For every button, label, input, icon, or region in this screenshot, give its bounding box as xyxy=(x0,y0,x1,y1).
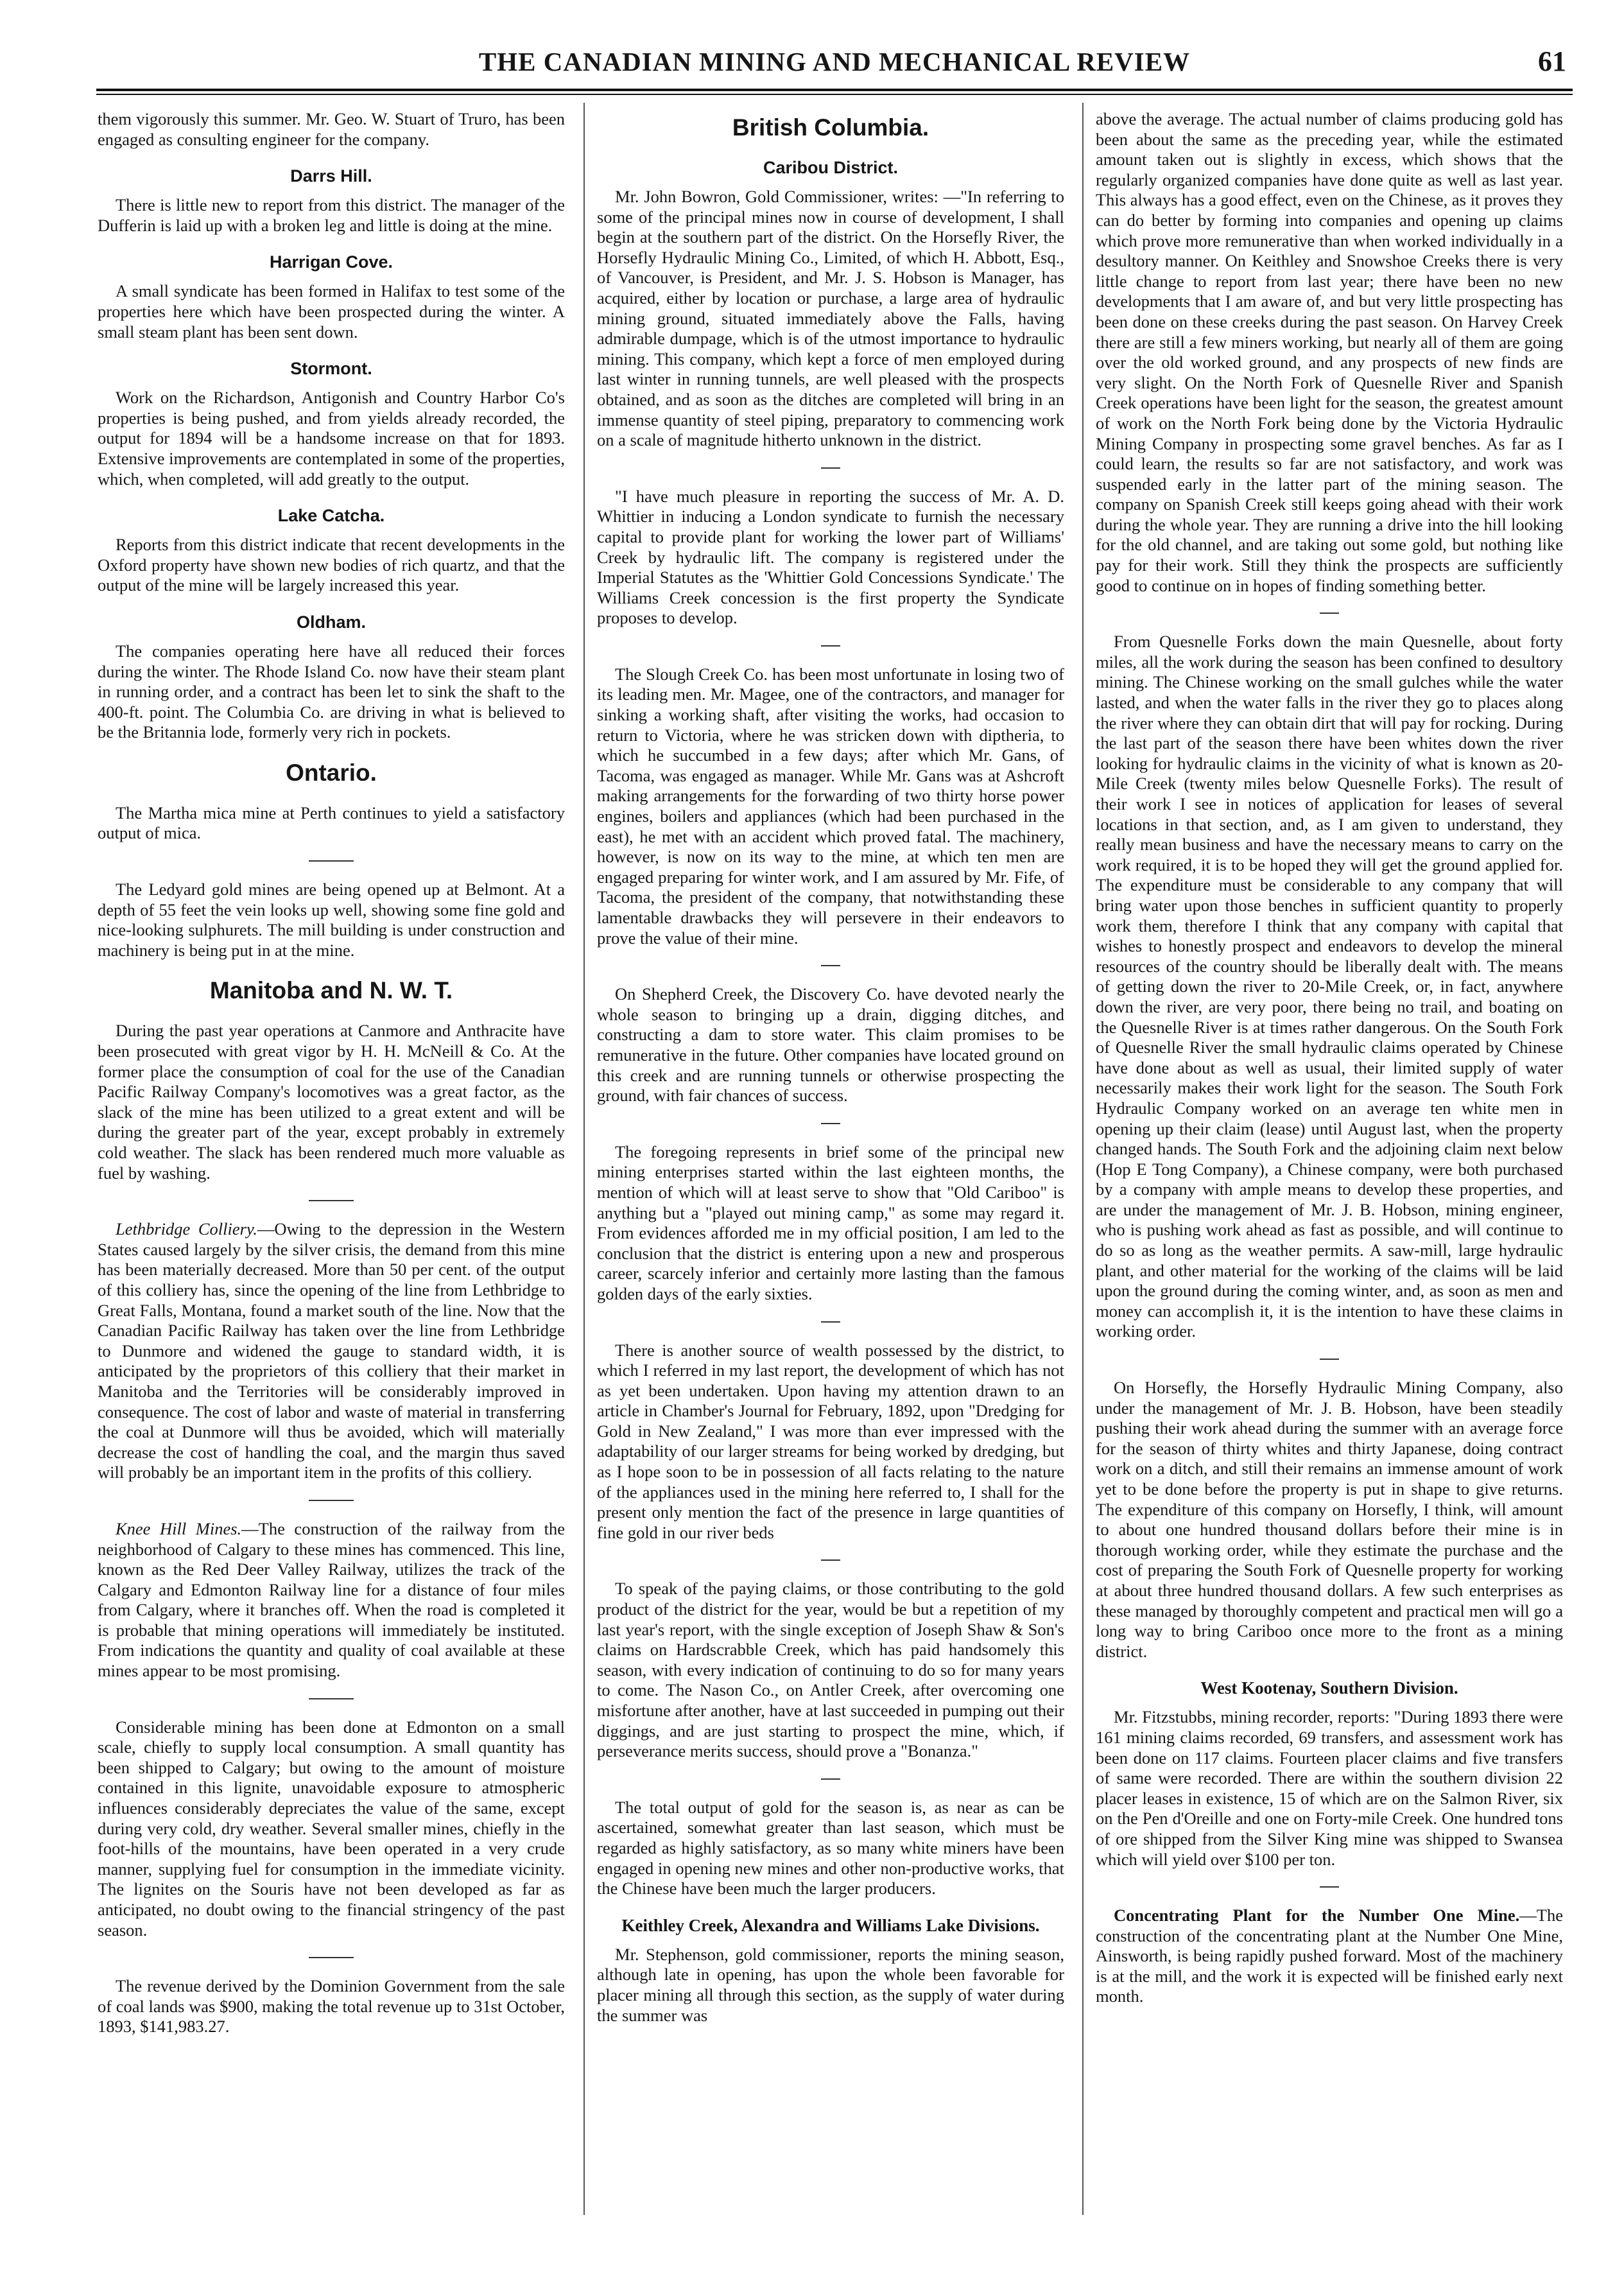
article-paragraph: Mr. Stephenson, gold commissioner, reports the mining season, although late in opening, has upon the whole been favorable for placer mining all through this section, as the supply of water during the summer was xyxy=(597,1944,1064,2025)
article-paragraph: A small syndicate has been formed in Halifax to test some of the properties here which have been prospected during the winter. A small steam plant has been sent down. xyxy=(98,281,565,342)
article-paragraph: Reports from this district indicate that recent developments in the Oxford property have shown new bodies of rich quartz, and that the output of the mine will be largely increased this year. xyxy=(98,535,565,595)
journal-title: THE CANADIAN MINING AND MECHANICAL REVIEW xyxy=(478,47,1191,76)
article-paragraph: Work on the Richardson, Antigonish and Country Harbor Co's properties is being pushed, and from yields already recorded, the output for 1894 will be a handsome increase on that for 1893. Extensive improvements are contemplated in some of the properties, which, when completed, will add greatly to the output. xyxy=(98,388,565,489)
separator-rule xyxy=(821,645,840,647)
separator-rule xyxy=(309,1957,354,1958)
article-paragraph: The foregoing represents in brief some of the principal new mining enterprises started within the last eighteen months, the mention of which will at least serve to show that "Old Cariboo" is anything but a "played out mining camp," as some may regard it. From evidences afforded me in my official position, I am led to the conclusion that the district is entering upon a new and prosperous career, scarcely inferior and certainly more lasting than the famous golden days of the early sixties. xyxy=(597,1142,1064,1303)
section-subheading: Keithley Creek, Alexandra and Williams Lake Divisions. xyxy=(621,1915,1040,1935)
page-header xyxy=(96,42,1573,87)
column-divider xyxy=(583,103,585,2215)
separator-rule xyxy=(821,1321,840,1323)
separator-rule xyxy=(821,1778,840,1780)
separator-rule xyxy=(821,965,840,966)
article-paragraph: The companies operating here have all reduced their forces during the winter. The Rhode Island Co. now have their steam plant in running order, and a contract has been let to sink the shaft to the 400-ft. point. The Columbia Co. are driving in what is believed to be the Britannia lode, formerly very rich in pockets. xyxy=(98,641,565,742)
separator-rule xyxy=(309,860,354,862)
section-subheading: Oldham. xyxy=(296,612,366,632)
paragraph-lead: Concentrating Plant for the Number One Mine. xyxy=(1114,1906,1520,1925)
paragraph-body: —The construction of the railway from the neighborhood of Calgary to these mines has commenced. This line, known as the Red Deer Valley Railway, utilizes the track of the Calgary and Edmonton Railway line for a distance of four miles from Calgary, where it branches off. When the road is completed it is probable that mining operations will immediately be instituted. From indications the quantity and quality of coal available at these mines appear to be most promising. xyxy=(98,1518,565,1681)
section-subheading: West Kootenay, Southern Division. xyxy=(1200,1678,1458,1698)
separator-rule xyxy=(1320,1359,1339,1360)
article-paragraph: There is little new to report from this district. The manager of the Dufferin is laid up with a broken leg and little is doing at the mine. xyxy=(98,195,565,235)
paragraph-lead: Lethbridge Colliery. xyxy=(116,1219,257,1239)
article-paragraph: The Slough Creek Co. has been most unfortunate in losing two of its leading men. Mr. Magee, one of the contractors, and manager for sinking a working shaft, after visiting the works, had occasion to return to Victoria, where he was stricken down with diptheria, to which he succumbed in a few days; after which Mr. Gans, of Tacoma, was engaged as manager. While Mr. Gans was at Ashcroft making arrangements for the forwarding of two thirty horse power engines, boilers and appliances (which had been purchased in the east), he met with an accident which proved fatal. The machinery, however, is now on its way to the mine, at which ten men are engaged preparing for winter work, and I am assured by Mr. Fife, of Tacoma, the president of the company, that notwithstanding these lamentable drawbacks they will persevere in their endeavors to prove the value of their mine. xyxy=(597,664,1064,948)
separator-rule xyxy=(1320,612,1339,614)
section-subheading: Stormont. xyxy=(290,359,372,379)
separator-rule xyxy=(821,1559,840,1561)
section-subheading: Darrs Hill. xyxy=(290,166,372,186)
section-subheading: Caribou District. xyxy=(763,158,899,177)
article-paragraph: The Martha mica mine at Perth continues to yield a satisfactory output of mica. xyxy=(98,803,565,843)
separator-rule xyxy=(309,1200,354,1201)
column-3 xyxy=(1096,109,1563,2202)
separator-rule xyxy=(309,1500,354,1501)
paragraph-body: —The construction of the concentrating plant at the Number One Mine, Ainsworth, is being rapidly pushed forward. Most of the machinery is at the mill, and the work it is expected will be finished early next month. xyxy=(1096,1906,1563,2006)
article-paragraph: The revenue derived by the Dominion Government from the sale of coal lands was $900, making the total revenue up to 31st October, 1893, $141,983.27. xyxy=(98,1976,565,2037)
paragraph-body: —Owing to the depression in the Western States caused largely by the silver crisis, the demand from this mine has been materially decreased. More than 50 per cent. of the output of this colliery has, since the opening of the line from Lethbridge to Great Falls, Montana, found a market south of the line. Now that the Canadian Pacific Railway has taken over the line from Lethbridge to Dunmore and widened the gauge to standard width, it is anticipated by the proprietors of this colliery that their market in Manitoba and the Territories will be considerably improved in consequence. The cost of labor and waste of material in transferring the coal at Dunmore will thus be avoided, which will materially decrease the cost of handling the coal, and the margin thus saved will probably be an important item in the profits of this colliery. xyxy=(98,1219,565,1482)
article-paragraph xyxy=(98,1219,565,1483)
page-number: 61 xyxy=(1538,46,1566,77)
article-paragraph: To speak of the paying claims, or those contributing to the gold product of the district for the year, would be but a repetition of my last year's report, with the single exception of Joseph Shaw & Son's claims on Hardscrabble Creek, which has paid handsomely this season, with every indication of continuing to do so for many years to come. The Nason Co., on Antler Creek, after overcoming one misfortune after another, have at last succeeded in pumping out their diggings, and are just starting to prospect the mine, which, if perseverance merits success, should prove a "Bonanza." xyxy=(597,1579,1064,1761)
separator-rule xyxy=(821,467,840,469)
article-paragraph: them vigorously this summer. Mr. Geo. W. Stuart of Truro, has been engaged as consulting engineer for the company. xyxy=(98,109,565,149)
article-paragraph: Mr. John Bowron, Gold Commissioner, writes: —"In referring to some of the principal mines now in course of development, I shall begin at the southern part of the district. On the Horsefly River, the Horsefly Hydraulic Mining Co., Limited, of which H. Abbott, Esq., of Vancouver, is President, and Mr. J. S. Hobson is Manager, has acquired, either by location or purchase, a large area of hydraulic mining ground, situated immediately above the Falls, having admirable dumpage, which is of the utmost importance to hydraulic mining. This company, which kept a force of men employed during last winter in running tunnels, are well pleased with the prospects obtained, and as soon as the ditches are completed will bring in an immense quantity of steel piping, preparatory to commencing work on a scale of magnitude hitherto unknown in the district. xyxy=(597,187,1064,450)
separator-rule xyxy=(1320,1886,1339,1888)
article-paragraph: The Ledyard gold mines are being opened up at Belmont. At a depth of 55 feet the vein looks up well, showing some fine gold and nice-looking sulphurets. The mill building is under construction and machinery is being put in at the mine. xyxy=(98,880,565,960)
column-2 xyxy=(597,109,1064,2202)
article-paragraph: The total output of gold for the season is, as near as can be ascertained, somewhat greater than last season, which must be regarded as highly satisfactory, as so many white miners have been engaged in opening new mines and other non-productive works, that the Chinese have been much the larger producers. xyxy=(597,1797,1064,1898)
header-rule xyxy=(96,89,1573,95)
article-paragraph: Considerable mining has been done at Edmonton on a small scale, chiefly to supply local consumption. A small quantity has been shipped to Calgary; but owing to the amount of moisture contained in this lignite, unavoidable exposure to atmospheric influences considerably depreciates the value of the same, except during very cold, dry weather. Several smaller mines, chiefly in the foot-hills of the mountains, have been operated in a very crude manner, supplying fuel for consumption in the immediate vicinity. The lignites on the Souris have not been developed as far as anticipated, no doubt owing to the financial stringency of the past season. xyxy=(98,1717,565,1940)
article-paragraph: From Quesnelle Forks down the main Quesnelle, about forty miles, all the work during the season has been confined to desultory mining. The Chinese working on the small gulches while the water lasted, and when the water falls in the river they go to places along the river where they can obtain dirt that will pay for rocking. During the last part of the season there have been whites down the river looking for hydraulic claims in the vicinity of what is known as 20-Mile Creek (twenty miles below Quesnelle Forks). The result of their work I see in notices of application for leases of several locations in that section, and, as I am given to understand, they really mean business and have the necessary means to carry on the work required, it is to be hoped they will get the ground applied for. The expenditure must be considerable to any company that will bring water upon those benches in sufficient quantity to properly work them, therefore I think that any company with capital that wishes to honestly prospect and endeavors to develop the mineral resources of the country should be liberally dealt with. The means of getting down the river to 20-Mile Creek, or, in fact, anywhere down the river, are very poor, there being no trail, and boating on the Quesnelle River is at times rather dangerous. On the South Fork of Quesnelle River the small hydraulic claims operated by Chinese have done about as well as usual, their limited supply of water necessarily makes their work light for the season. The South Fork Hydraulic Company worked on an average ten white men in opening up their claim (lease) until August last, when the property changed hands. The South Fork and the adjoining claim next below (Hop E Tong Company), a Chinese company, were both purchased by a company with ample means to develop these properties, and are under the management of Mr. J. B. Hobson, mining engineer, who is pushing work ahead as fast as possible, and will continue to do so as long as the weather permits. A saw-mill, large hydraulic plant, and other material for the working of the claims will be laid upon the ground during the coming winter, and, as soon as men and money can accomplish it, it is the intention to have these claims in working order. xyxy=(1096,632,1563,1341)
article-paragraph: On Shepherd Creek, the Discovery Co. have devoted nearly the whole season to bringing up a drain, digging ditches, and constructing a dam to store water. This claim promises to be remunerative in the future. Other companies have located ground on this creek and are running tunnels or otherwise prospecting the ground, with fair chances of success. xyxy=(597,984,1064,1106)
region-heading: Ontario. xyxy=(286,759,377,786)
article-paragraph: Mr. Fitzstubbs, mining recorder, reports: "During 1893 there were 161 mining claims recorded, 69 transfers, and assessment work has been done on 117 claims. Fourteen placer claims and five transfers of same were recorded. There are within the southern division 22 placer leases in existence, 15 of which are on the Salmon River, six on the Pen d'Oreille and one on Forty-mile Creek. One hundred tons of ore shipped from the Silver King mine was shipped to Swansea which will yield over $100 per ton. xyxy=(1096,1707,1563,1869)
article-paragraph: During the past year operations at Canmore and Anthracite have been prosecuted with great vigor by H. H. McNeill & Co. At the former place the consumption of coal for the use of the Canadian Pacific Railway Company's locomotives was a great factor, as the slack of the mine has been utilized to a great extent and will be during the greater part of the year, except probably in extremely cold weather. The slack has been rendered much more valuable as fuel by washing. xyxy=(98,1021,565,1183)
article-paragraph: above the average. The actual number of claims producing gold has been about the same as the preceding year, while the estimated amount taken out is slightly in excess, which shows that the regularly organized companies have done quite as well as last year. This always has a good effect, even on the Chinese, as it proves they can do better by forming into companies and opening up claims which prove more remunerative than when worked individually in a desultory manner. On Keithley and Snowshoe Creeks there is very little change to report from last year; there have been no new developments that I am aware of, and but very little prospecting has been done on these creeks during the past season. On Harvey Creek there are still a few miners working, but nearly all of them are going over the old worked ground, and any prospects of new finds are very slight. On the North Fork of Quesnelle River and Spanish Creek operations have been light for the season, the greatest amount of work on the North Fork being done by the Victoria Hydraulic Mining Company in prospecting some gravel benches. As far as I could learn, the results so far are not satisfactory, and work was suspended early in the latter part of the mining season. The company on Spanish Creek still keeps going ahead with their work during the whole year. They are running a drive into the hill looking for the old channel, and are taking out some gold, but nothing like pay for their work. Still they think the prospects are sufficiently good to continue on in hopes of finding something better. xyxy=(1096,109,1563,595)
separator-rule xyxy=(309,1698,354,1699)
region-heading: Manitoba and N. W. T. xyxy=(209,977,453,1004)
article-paragraph xyxy=(98,1519,565,1681)
article-paragraph: On Horsefly, the Horsefly Hydraulic Mining Company, also under the management of Mr. J. B. Hobson, have been steadily pushing their work ahead during the summer with an average force for the season of thirty whites and thirty Japanese, doing contract work on a ditch, and still their remains an immense amount of work yet to be done before the property is put in shape to give returns. The expenditure of this company on Horsefly, I think, will amount to about one hundred thousand dollars before their mine is in thorough working order, while they estimate the purchase and the cost of preparing the South Fork of Quesnelle property for working at about three hundred thousand dollars. A few such enterprises as these managed by thoroughly competent and practical men will go a long way to bring Cariboo once more to the front as a mining district. xyxy=(1096,1378,1563,1661)
article-paragraph: There is another source of wealth possessed by the district, to which I referred in my last report, the development of which has not as yet been undertaken. Upon having my attention drawn to an article in Chamber's Journal for February, 1892, upon "Dredging for Gold in New Zealand," I was more than ever impressed with the adaptability of our larger streams for being worked by dredging, but as I hope soon to be in possession of all facts relating to the nature of the appliances used in the mining here referred to, I shall for the present only mention the fact of the presence in large quantities of fine gold in our river beds xyxy=(597,1340,1064,1542)
column-divider xyxy=(1082,103,1084,2215)
paragraph-lead: Knee Hill Mines. xyxy=(116,1518,242,1538)
section-subheading: Harrigan Cove. xyxy=(269,252,393,272)
article-paragraph xyxy=(1096,1906,1563,2007)
column-1 xyxy=(98,109,565,2202)
section-subheading: Lake Catcha. xyxy=(277,506,385,526)
region-heading: British Columbia. xyxy=(732,114,929,141)
article-paragraph: "I have much pleasure in reporting the success of Mr. A. D. Whittier in inducing a London syndicate to furnish the necessary capital to provide plant for working the lower part of Williams' Creek by hydraulic lift. The company is registered under the Imperial Statutes as the 'Whittier Gold Concessions Syndicate.' The Williams Creek concession is the first property the Syndicate proposes to develop. xyxy=(597,486,1064,628)
separator-rule xyxy=(821,1123,840,1124)
